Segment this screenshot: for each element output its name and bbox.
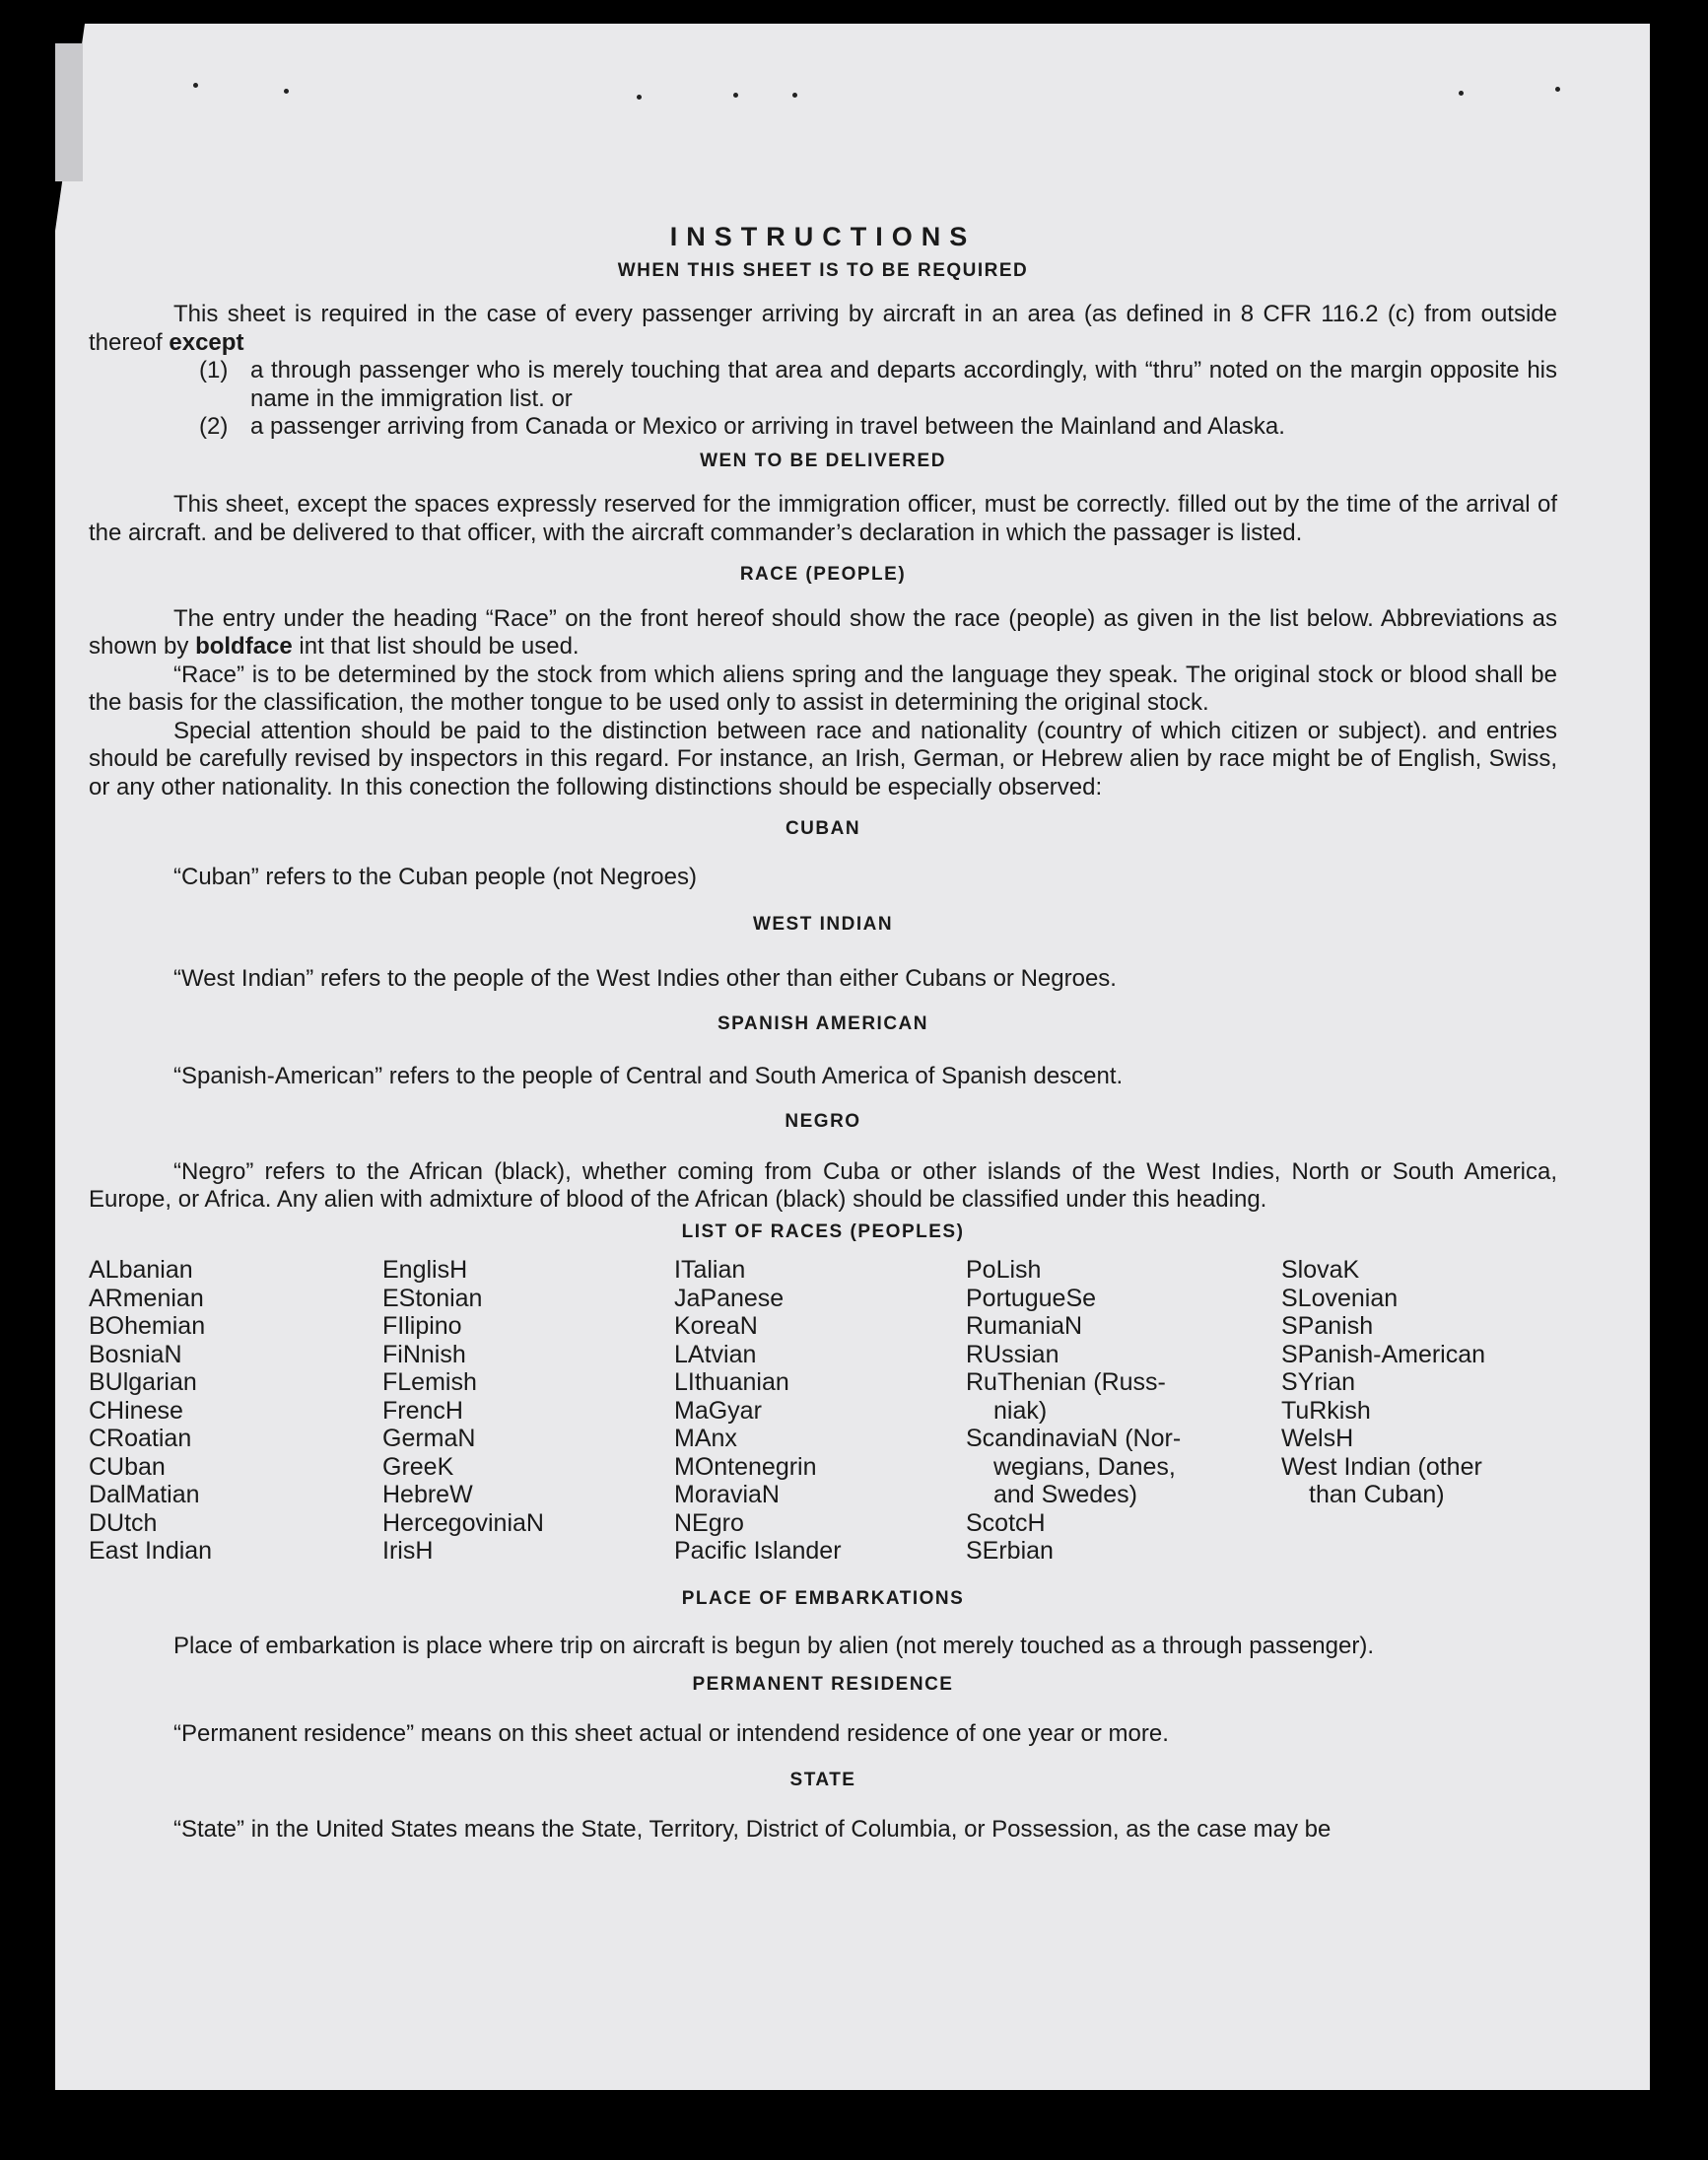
race-entry: CUban xyxy=(89,1452,166,1481)
race-entry: DUtch xyxy=(89,1508,158,1537)
race-entry: West Indian (other xyxy=(1281,1452,1482,1481)
page-title: INSTRUCTIONS xyxy=(669,222,977,251)
race-entry: RuThenian (Russ- xyxy=(966,1368,1166,1396)
race-entry: ALbanian xyxy=(89,1256,193,1284)
race-entry: LIthuanian xyxy=(674,1368,789,1396)
race-entry: MoraviaN xyxy=(674,1481,780,1508)
paragraph-west-indian: “West Indian” refers to the people of the West Indies other than either Cubans or Negroes. xyxy=(173,964,1117,992)
races-column xyxy=(966,1256,1281,1566)
exception-item-2 xyxy=(199,413,1557,442)
races-list xyxy=(89,1256,1557,1566)
race-entry: BosniaN xyxy=(89,1340,182,1368)
race-entry: MOntenegrin xyxy=(674,1452,817,1481)
heading-negro: NEGRO xyxy=(785,1111,861,1132)
race-entry: SErbian xyxy=(966,1537,1054,1565)
heading-embarkation: PLACE OF EMBARKATIONS xyxy=(681,1587,965,1609)
race-entry: ITalian xyxy=(674,1256,746,1284)
race-entry: SlovaK xyxy=(1281,1256,1360,1284)
heading-state: STATE xyxy=(789,1769,856,1790)
race-entry: East Indian xyxy=(89,1537,213,1565)
race-entry: RumaniaN xyxy=(966,1312,1083,1340)
race-entry: than Cuban) xyxy=(1309,1481,1445,1508)
paragraph-race-2: “Race” is to be determined by the stock from which aliens spring and the language they speak. The original stock or blood shall be the basis for the classification, the mother tongue to be used only to assist in determining the original stock. xyxy=(89,661,1557,716)
heading-west-indian: WEST INDIAN xyxy=(752,914,894,935)
race-entry: CRoatian xyxy=(89,1425,192,1452)
races-column xyxy=(382,1256,674,1566)
race-entry: ScandinaviaN (Nor- xyxy=(966,1425,1182,1452)
item-text: a passenger arriving from Canada or Mexico or arriving in travel between the Mainland and Alaska. xyxy=(250,413,1285,440)
item-number: (1) xyxy=(199,357,229,383)
race-entry: KoreaN xyxy=(674,1312,758,1340)
exception-item-1 xyxy=(199,357,1557,413)
document-page xyxy=(55,24,1650,2090)
race-entry: wegians, Danes, xyxy=(993,1452,1176,1481)
paragraph-negro: “Negro” refers to the African (black), whether coming from Cuba or other islands of the West Indies, North or South America, Europe, or Africa. Any alien with admixture of blood of the African (black) should be classified under this heading. xyxy=(89,1157,1557,1213)
paragraph-text: This sheet is required in the case of every passenger arriving by aircraft in an area (as defined in 8 CFR 116.2 (c) from outside thereof xyxy=(89,301,1557,356)
race-entry: PortugueSe xyxy=(966,1284,1097,1312)
race-entry: SYrian xyxy=(1281,1368,1356,1396)
race-entry: SPanish-American xyxy=(1281,1340,1486,1368)
race-entry: SPanish xyxy=(1281,1312,1374,1340)
emphasis-boldface: boldface xyxy=(195,633,293,660)
races-column xyxy=(89,1256,382,1566)
race-entry: NEgro xyxy=(674,1508,744,1537)
paragraph-spanish-american: “Spanish-American” refers to the people of Central and South America of Spanish descent. xyxy=(173,1062,1124,1089)
heading-residence: PERMANENT RESIDENCE xyxy=(692,1673,954,1695)
speck xyxy=(733,93,738,98)
race-entry: IrisH xyxy=(382,1537,434,1565)
race-entry: EStonian xyxy=(382,1284,483,1312)
race-entry: MaGyar xyxy=(674,1396,762,1425)
race-entry: FrencH xyxy=(382,1396,463,1425)
speck xyxy=(193,83,198,88)
race-entry: PoLish xyxy=(966,1256,1042,1284)
race-entry: RUssian xyxy=(966,1340,1059,1368)
paragraph-cuban: “Cuban” refers to the Cuban people (not Negroes) xyxy=(173,863,697,890)
race-entry: TuRkish xyxy=(1281,1396,1371,1425)
race-entry: niak) xyxy=(993,1396,1048,1425)
race-entry: HebreW xyxy=(382,1481,473,1508)
speck xyxy=(637,95,642,100)
race-entry: Pacific Islander xyxy=(674,1537,842,1565)
race-entry: BOhemian xyxy=(89,1312,206,1340)
heading-list-of-races: LIST OF RACES (PEOPLES) xyxy=(681,1220,965,1242)
race-entry: CHinese xyxy=(89,1396,183,1425)
heading-spanish-american: SPANISH AMERICAN xyxy=(717,1013,928,1034)
item-number: (2) xyxy=(199,413,229,440)
paragraph-text: The entry under the heading “Race” on the front hereof should show the race (people) as given in the list below. Abbreviations as shown by xyxy=(89,604,1557,660)
race-entry: FLemish xyxy=(382,1368,477,1396)
race-entry: and Swedes) xyxy=(993,1481,1137,1508)
race-entry: DalMatian xyxy=(89,1481,200,1508)
races-column xyxy=(1281,1256,1547,1566)
race-entry: GreeK xyxy=(382,1452,454,1481)
speck xyxy=(284,89,289,94)
paragraph-text: int that list should be used. xyxy=(292,633,580,660)
race-entry: EnglisH xyxy=(382,1256,468,1284)
race-entry: ScotcH xyxy=(966,1508,1046,1537)
race-entry: FiNnish xyxy=(382,1340,466,1368)
race-entry: SLovenian xyxy=(1281,1284,1399,1312)
heading-race: RACE (PEOPLE) xyxy=(739,564,907,585)
race-entry: JaPanese xyxy=(674,1284,785,1312)
paper-tab xyxy=(55,43,83,181)
race-entry: GermaN xyxy=(382,1425,476,1452)
race-entry: FIlipino xyxy=(382,1312,462,1340)
race-entry: HercegoviniaN xyxy=(382,1508,544,1537)
paragraph-state: “State” in the United States means the State, Territory, District of Columbia, or Possession, as the case may be xyxy=(173,1816,1332,1843)
race-entry: MAnx xyxy=(674,1425,737,1452)
race-entry: WelsH xyxy=(1281,1425,1354,1452)
heading-required: WHEN THIS SHEET IS TO BE REQUIRED xyxy=(617,259,1029,281)
heading-delivered: WEN TO BE DELIVERED xyxy=(700,450,946,471)
race-entry: LAtvian xyxy=(674,1340,757,1368)
emphasis-except: except xyxy=(169,328,244,356)
paragraph-delivered: This sheet, except the spaces expressly reserved for the immigration officer, must be correctly. filled out by the time of the arrival of the aircraft. and be delivered to that officer, with the aircraft commander’s declaration in which the passager is listed. xyxy=(89,491,1557,546)
races-column xyxy=(674,1256,966,1566)
heading-cuban: CUBAN xyxy=(785,818,861,839)
item-text: a through passenger who is merely touching that area and departs accordingly, with “thru” noted on the margin opposite his name in the immigration list. or xyxy=(250,357,1557,412)
speck xyxy=(1459,91,1464,96)
race-entry: BUlgarian xyxy=(89,1368,197,1396)
speck xyxy=(792,93,797,98)
paragraph-embarkation: Place of embarkation is place where trip on aircraft is begun by alien (not merely touched as a through passenger). xyxy=(173,1633,1374,1659)
paragraph-required xyxy=(89,301,1557,357)
paragraph-race-3: Special attention should be paid to the distinction between race and nationality (country of which citizen or subject). and entries should be carefully revised by inspectors in this regard. For instance, an Irish, German, or Hebrew alien by race might be of English, Swiss, or any other nationality. In this conection the following distinctions should be especially observed: xyxy=(89,717,1557,801)
instructions-body xyxy=(89,217,1557,1845)
race-entry: ARmenian xyxy=(89,1284,204,1312)
paragraph-race-1 xyxy=(89,605,1557,662)
speck xyxy=(1555,87,1560,92)
paragraph-residence: “Permanent residence” means on this sheet actual or intendend residence of one year or more. xyxy=(173,1720,1169,1747)
